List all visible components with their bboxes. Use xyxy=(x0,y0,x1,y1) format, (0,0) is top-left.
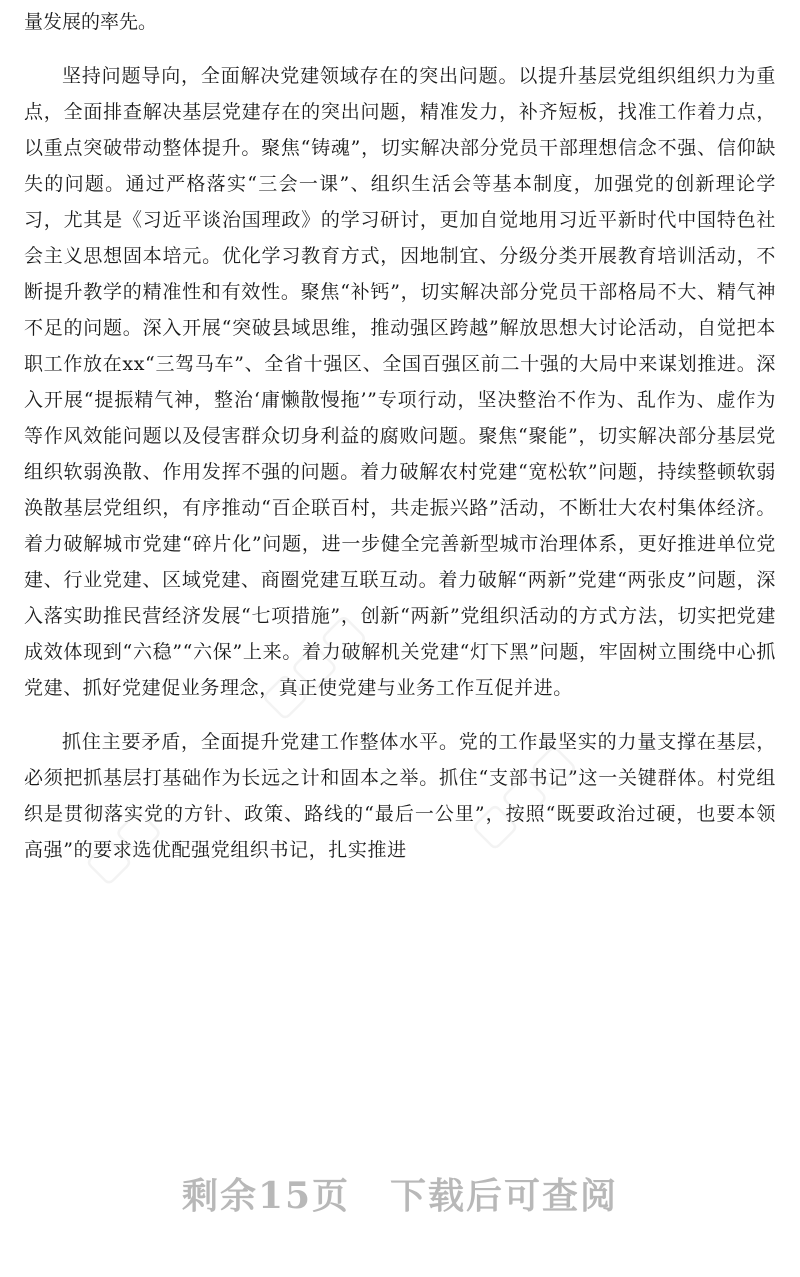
watermark: ▢▢▢ xyxy=(250,603,375,728)
download-banner[interactable] xyxy=(0,1168,800,1219)
paragraph-main-contradiction: 抓住主要矛盾，全面提升党建工作整体水平。党的工作最坚实的力量支撑在基层，必须把抓基层打基础作为长远之计和固本之举。抓住“支部书记”这一关键群体。村党组织是贯彻落实党的方针、政策、路线的“最后一公里”，按照“既要政治过硬，也要本领高强”的要求选优配强党组织书记，扎实推进 xyxy=(24,731,776,861)
lead-line: 量发展的率先。 xyxy=(24,11,158,33)
watermark: ▢▢ xyxy=(74,798,170,893)
remaining-pages-text: 剩余15页 xyxy=(181,1175,351,1217)
document-page xyxy=(24,0,776,868)
watermark: ▢▢▢ xyxy=(460,733,585,858)
download-prompt-text[interactable]: 下载后可查阅 xyxy=(390,1175,619,1217)
paragraph-problem-orientation: 坚持问题导向，全面解决党建领域存在的突出问题。以提升基层党组织组织力为重点，全面排查解决基层党建存在的突出问题，精准发力，补齐短板，找准工作着力点，以重点突破带动整体提升。聚焦“铸魂”，切实解决部分党员干部理想信念不强、信仰缺失的问题。通过严格落实“三会一课”、组织生活会等基本制度，加强党的创新理论学习，尤其是《习近平谈治国理政》的学习研讨，更加自觉地用习近平新时代中国特色社会主义思想固本培元。优化学习教育方式，因地制宜、分级分类开展教育培训活动，不断提升教学的精准性和有效性。聚焦“补钙”，切实解决部分党员干部格局不大、精气神不足的问题。深入开展“突破县域思维，推动强区跨越”解放思想大讨论活动，自觉把本职工作放在xx“三驾马车”、全省十强区、全国百强区前二十强的大局中来谋划推进。深入开展“提振精气神，整治‘庸懒散慢拖’”专项行动，坚决整治不作为、乱作为、虚作为等作风效能问题以及侵害群众切身利益的腐败问题。聚焦“聚能”，切实解决部分基层党组织软弱涣散、作用发挥不强的问题。着力破解农村党建“宽松软”问题，持续整顿软弱涣散基层党组织，有序推动“百企联百村，共走振兴路”活动，不断壮大农村集体经济。着力破解城市党建“碎片化”问题，进一步健全完善新型城市治理体系，更好推进单位党建、行业党建、区域党建、商圈党建互联互动。着力破解“两新”党建“两张皮”问题，深入落实助推民营经济发展“七项措施”，创新“两新”党组织活动的方式方法，切实把党建成效体现到“六稳”“六保”上来。着力破解机关党建“灯下黑”问题，牢固树立围绕中心抓党建、抓好党建促业务理念，真正使党建与业务工作互促并进。 xyxy=(24,65,776,699)
